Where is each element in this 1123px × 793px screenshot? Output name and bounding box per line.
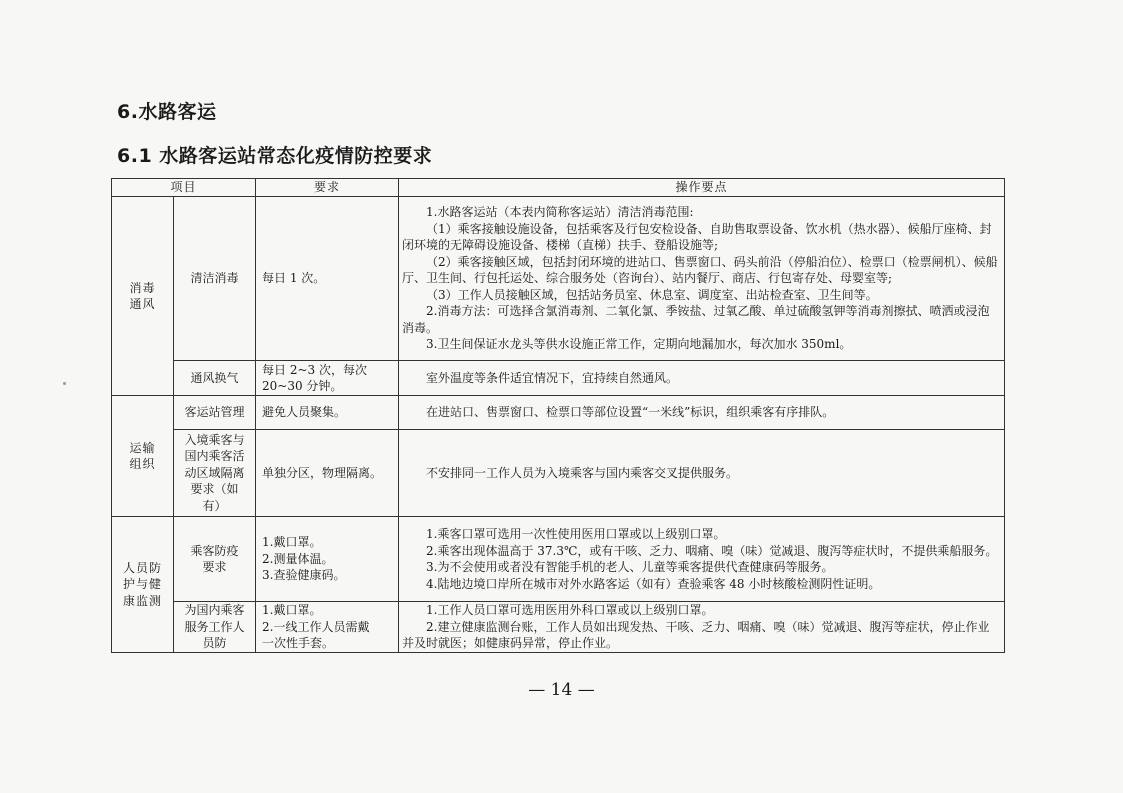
table-header-row [112, 179, 1005, 197]
requirement-station-management: 避免人员聚集。 [256, 396, 399, 430]
item-station-management: 客运站管理 [184, 405, 245, 420]
points-passenger: 1.乘客口罩可选用一次性使用医用口罩或以上级别口罩。 2.乘客出现体温高于 37.3℃，或有干咳、乏力、咽痛、嗅（味）觉减退、腹泻等症状时，不提供乘船服务。 3.为不会使用或者没有智能手机的老人、儿童等乘客提供代查健康码等服务。 4.陆地边境口岸所在城市对外水路客运（如有）查验乘客 48 小时核酸检测阴性证明。 [399, 517, 1005, 602]
category-transport: 运输组织 [129, 440, 156, 471]
section-title: 6.水路客运 [117, 101, 217, 123]
header-item: 项目 [112, 179, 256, 197]
item-passenger: 乘客防疫要求 [190, 543, 239, 574]
requirement-ventilation: 每日 2~3 次，每次 20~30 分钟。 [256, 361, 399, 396]
requirement-passenger: 1.戴口罩。 2.测量体温。 3.查验健康码。 [256, 517, 399, 602]
points-cleaning: 1.水路客运站（本表内简称客运站）清洁消毒范围: （1）乘客接触设施设备，包括乘客及行包安检设备、自助售取票设备、饮水机（热水器）、候船厅座椅、封闭环境的无障碍设施设备、楼梯（直梯）扶手、登船设施等; （2）乘客接触区域，包括封闭环境的进站口、售票窗口、码头前沿（停船泊位）、检票口（检票闸机）、候船厅、卫生间、行包托运处、综合服务处（咨询台）、站内餐厅、商店、行包寄存处、母婴室等; （3）工作人员接触区域，包括站务员室、休息室、调度室、出站检查室、卫生间等。 2.消毒方法：可选择含氯消毒剂、二氧化氯、季铵盐、过氧乙酸、单过硫酸氢钾等消毒剂擦拭、喷洒或浸泡消毒。 3.卫生间保证水龙头等供水设施正常工作，定期向地漏加水，每次加水 350ml。 [399, 197, 1005, 361]
category-disinfection: 消毒通风 [129, 280, 156, 311]
scan-speck [63, 382, 66, 385]
item-inbound-zone: 入境乘客与国内乘客活动区域隔离要求（如有） [184, 432, 245, 513]
item-staff: 为国内乘客服务工作人员防 [184, 603, 245, 651]
table-row [112, 430, 1005, 517]
points-ventilation: 室外温度等条件适宜情况下，宜持续自然通风。 [426, 370, 679, 385]
requirement-inbound-zone: 单独分区，物理隔离。 [256, 430, 399, 517]
table-row [112, 517, 1005, 602]
item-cleaning: 清洁消毒 [174, 197, 256, 361]
category-health: 人员防护与健康监测 [122, 560, 162, 608]
points-station-management: 在进站口、售票窗口、检票口等部位设置“一米线”标识，组织乘客有序排队。 [426, 405, 835, 420]
item-ventilation: 通风换气 [174, 361, 256, 396]
subsection-title: 6.1 水路客运站常态化疫情防控要求 [117, 145, 433, 167]
page-number: — 14 — [528, 680, 595, 700]
header-requirement: 要求 [256, 179, 399, 197]
points-staff: 1.工作人员口罩可选用医用外科口罩或以上级别口罩。 2.建立健康监测台账，工作人员如出现发热、干咳、乏力、咽痛、嗅（味）觉减退、腹泻等症状，停止作业并及时就医；如健康码异常，停止作业。 [399, 602, 1005, 653]
epidemic-control-table [111, 178, 1005, 653]
requirement-cleaning: 每日 1 次。 [256, 197, 399, 361]
table-row [112, 361, 1005, 396]
header-key-points: 操作要点 [399, 179, 1005, 197]
table-row [112, 396, 1005, 430]
table-row [112, 602, 1005, 653]
table-row [112, 197, 1005, 361]
requirement-staff: 1.戴口罩。 2.一线工作人员需戴一次性手套。 [256, 602, 399, 653]
points-inbound-zone: 不安排同一工作人员为入境乘客与国内乘客交叉提供服务。 [426, 465, 739, 480]
